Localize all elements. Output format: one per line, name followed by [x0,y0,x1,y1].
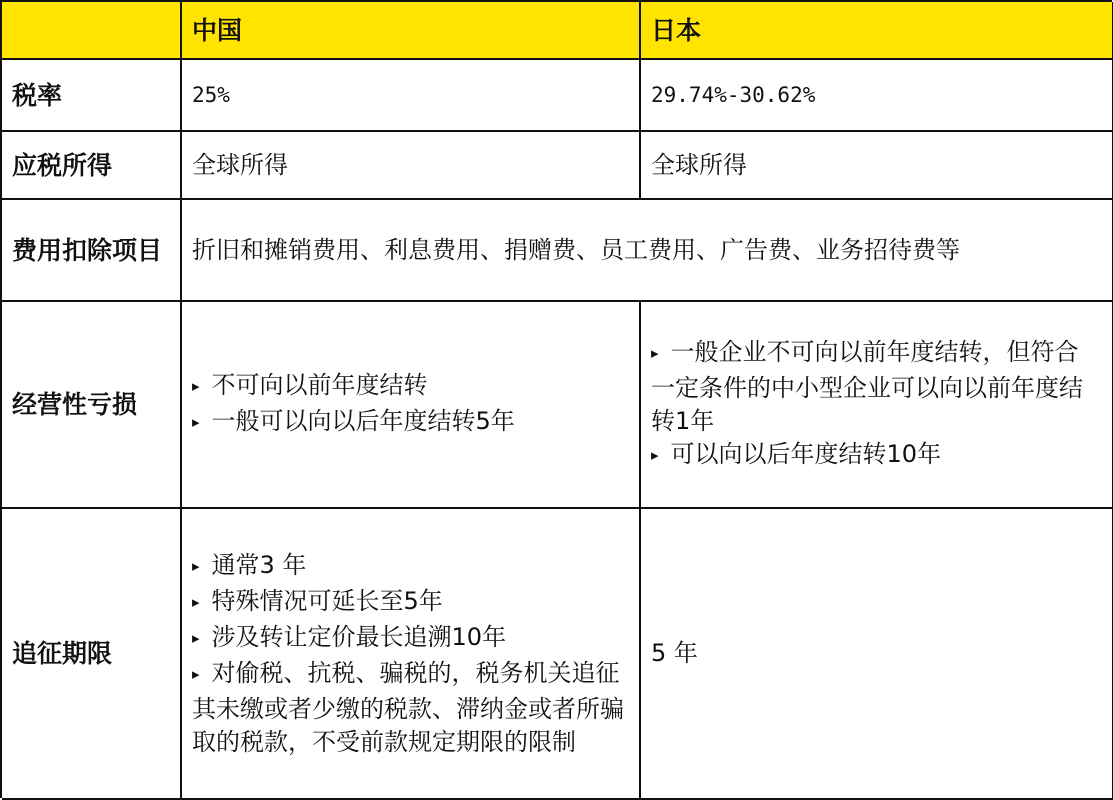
header-china: 中国 [182,2,641,60]
cell-china-tax-rate: 25% [182,60,641,132]
cell-japan-tax-rate: 29.74%-30.62% [641,60,1113,132]
row-label-deductions-text: 费用扣除项目 [12,235,163,265]
bullet-triangle-icon: ▸ [192,556,200,575]
cell-china-limitation-period [182,509,641,800]
list-item: ▸ 特殊情况可延长至5年 [192,586,443,615]
cell-china-operating-loss [182,302,641,509]
cell-deductions-merged: 折旧和摊销费用、利息费用、捐赠费、员工费用、广告费、业务招待费等 [182,200,1113,302]
list-item: ▸ 涉及转让定价最长追溯10年 [192,622,507,651]
bullet-triangle-icon: ▸ [651,343,659,362]
china-loss-list [192,369,515,441]
china-limitation-list [192,549,629,759]
row-label-taxable-income: 应税所得 [2,132,182,200]
bullet-triangle-icon: ▸ [192,628,200,647]
bullet-triangle-icon: ▸ [192,412,200,431]
list-item: ▸ 一般可以向以后年度结转5年 [192,406,515,435]
bullet-triangle-icon: ▸ [651,445,659,464]
list-item: ▸ 通常3 年 [192,550,307,579]
header-japan: 日本 [641,2,1113,60]
cell-japan-taxable-income: 全球所得 [641,132,1113,200]
cell-japan-operating-loss [641,302,1113,509]
list-item: ▸ 对偷税、抗税、骗税的，税务机关追征其未缴或者少缴的税款、滞纳金或者所骗取的税款，不受前款规定期限的限制 [192,658,624,756]
list-item: ▸ 一般企业不可向以前年度结转，但符合一定条件的中小型企业可以向以前年度结转1年 [651,337,1083,435]
japan-loss-list [651,336,1102,474]
cell-japan-limitation-period: 5 年 [641,509,1113,800]
row-label-deductions [2,200,182,302]
bullet-triangle-icon: ▸ [192,592,200,611]
header-corner [2,2,182,60]
row-label-operating-loss: 经营性亏损 [2,302,182,509]
list-item: ▸ 不可向以前年度结转 [192,370,428,399]
bullet-triangle-icon: ▸ [192,664,200,683]
row-label-limitation-period: 追征期限 [2,509,182,800]
bullet-triangle-icon: ▸ [192,376,200,395]
cell-china-taxable-income: 全球所得 [182,132,641,200]
list-item: ▸ 可以向以后年度结转10年 [651,439,942,468]
row-label-tax-rate: 税率 [2,60,182,132]
